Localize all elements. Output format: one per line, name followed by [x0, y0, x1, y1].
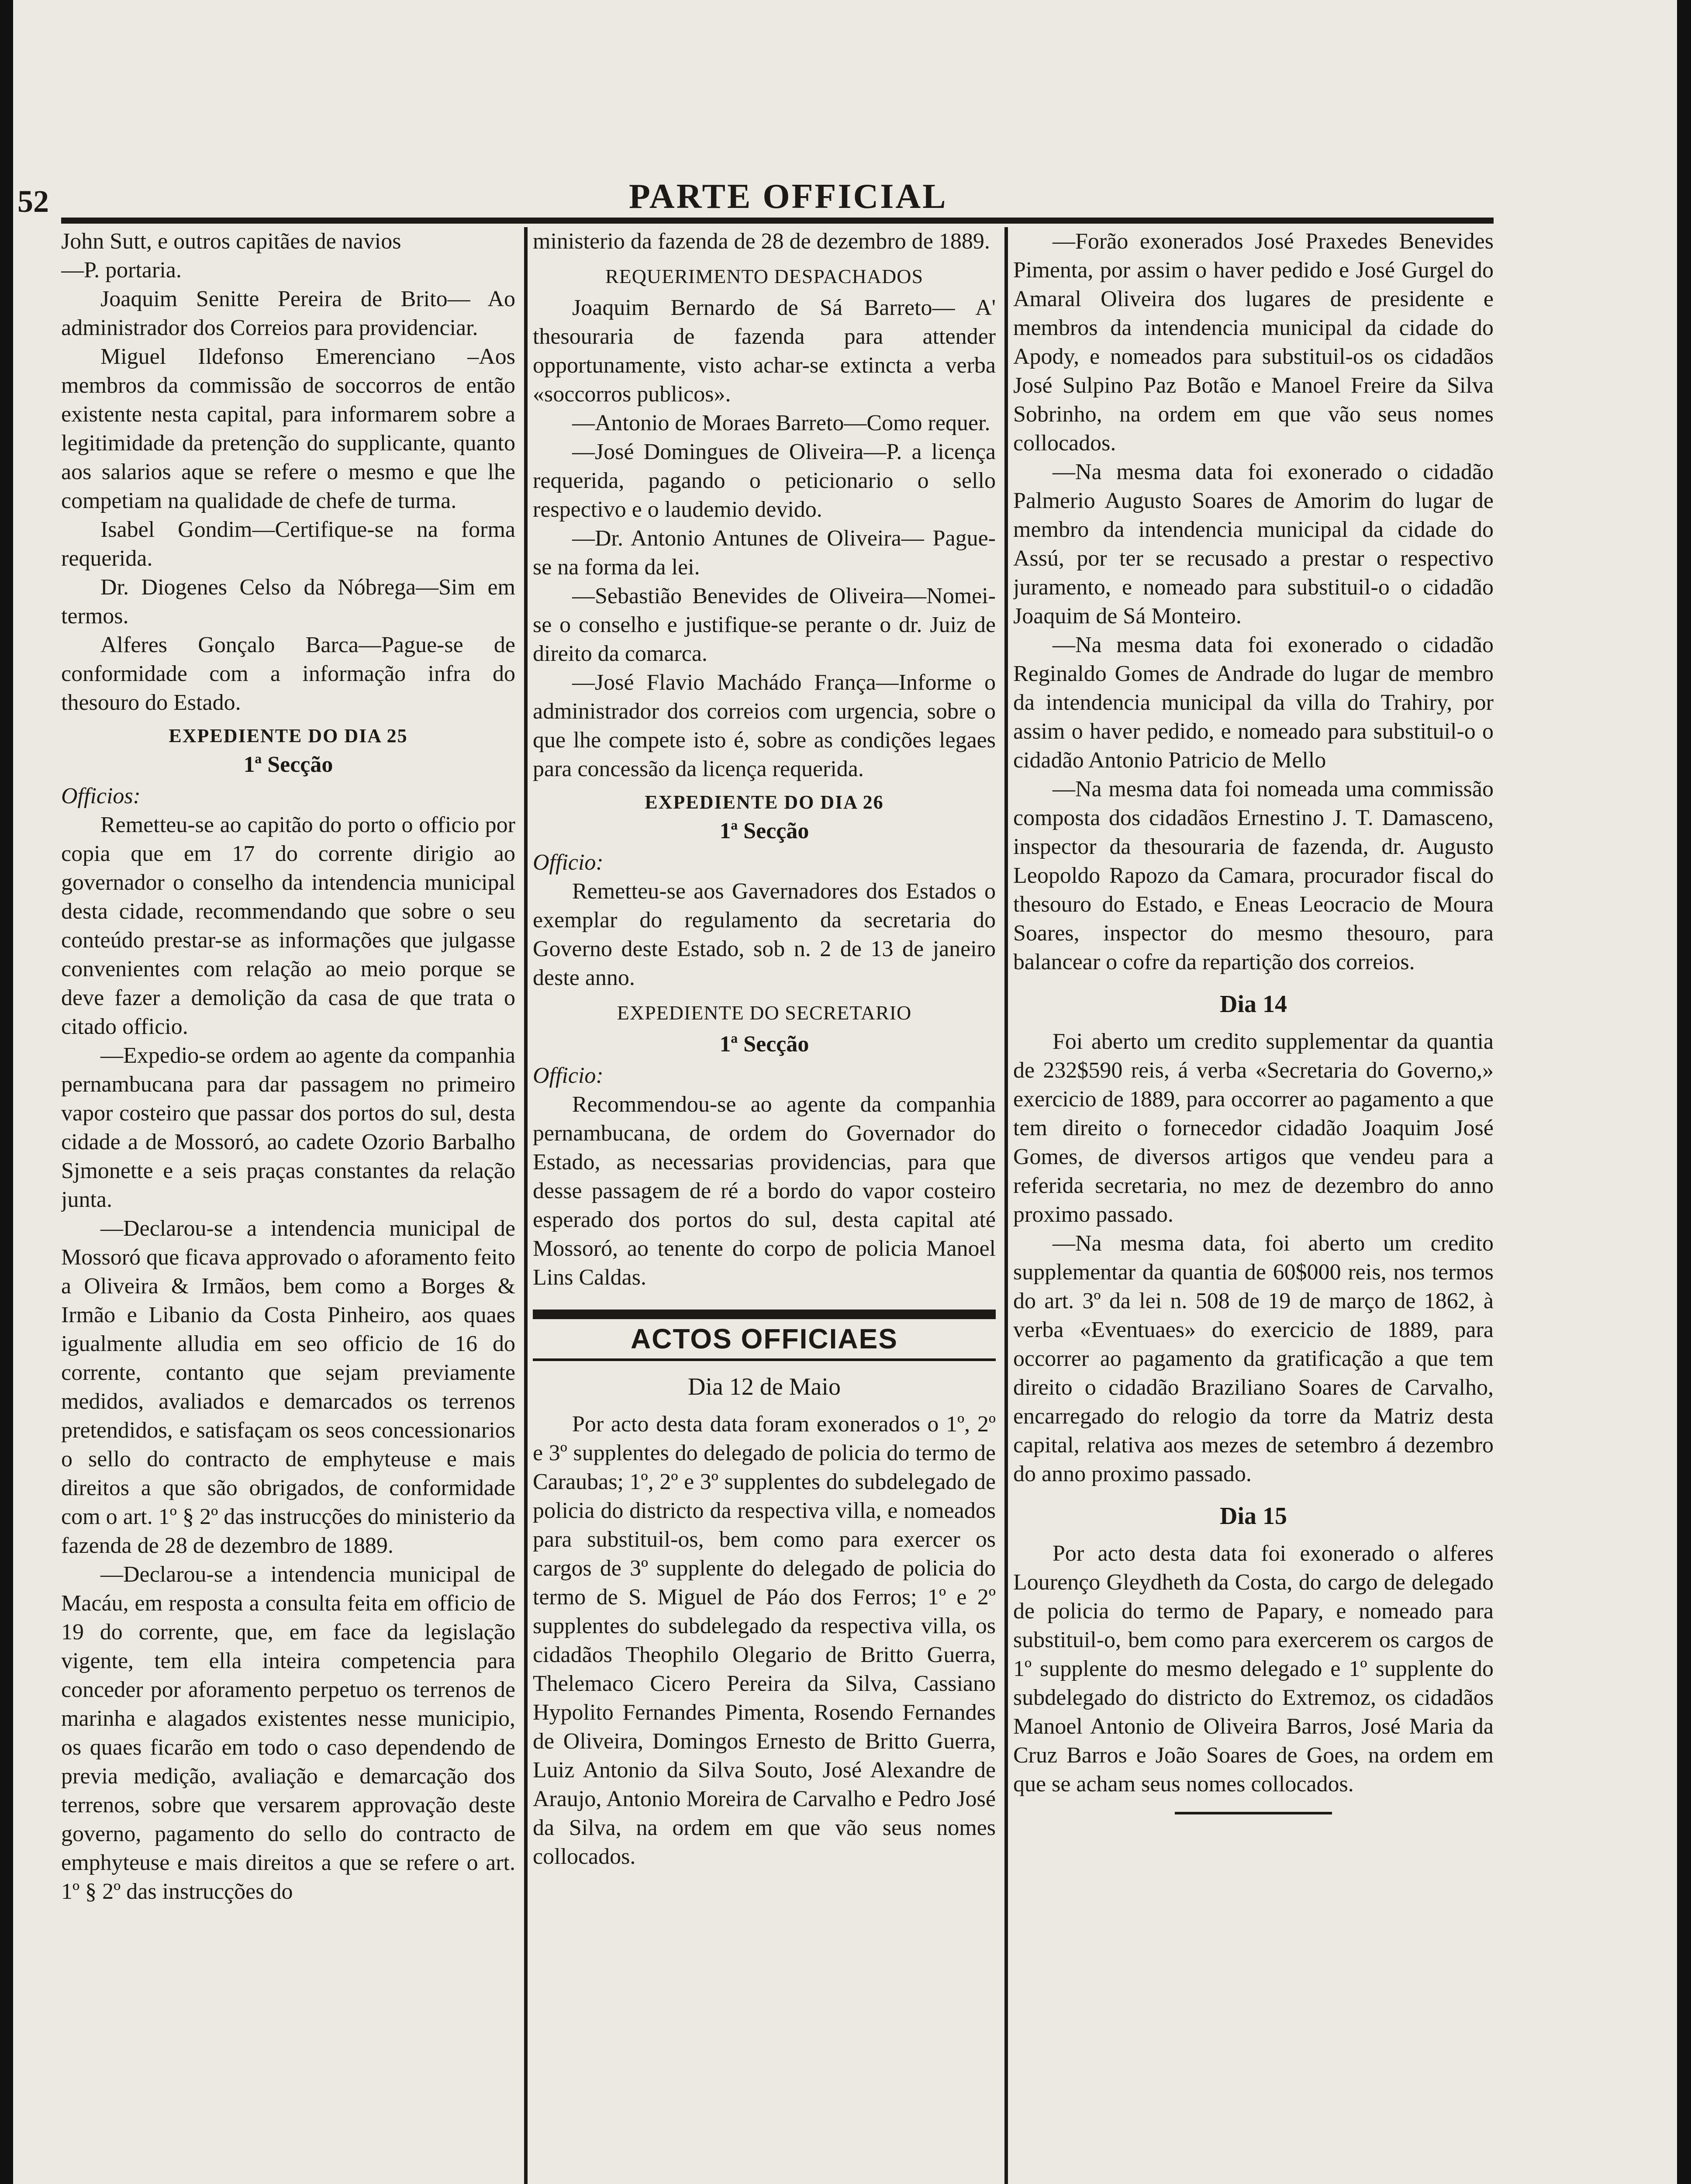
paragraph: —Expedio-se ordem ao agente da companhia pernambucana para dar passagem no primeiro vapor costeiro que passar dos portos do sul, desta cidade a de Mossoró, ao cadete Ozorio Barbalho Sjmonette e a seis praças constantes da relação junta.: [61, 1043, 515, 1212]
expediente-heading: EXPEDIENTE DO DIA 25: [169, 725, 408, 746]
expediente-secretario-heading: EXPEDIENTE DO SECRETARIO: [617, 1002, 912, 1024]
header-rule: [61, 218, 1494, 224]
seccao-heading: 1ª Secção: [719, 1032, 809, 1057]
officio-label: Officio:: [533, 850, 604, 875]
requerimentos-heading: REQUERIMENTO DESPACHADOS: [605, 265, 924, 287]
paragraph: —José Domingues de Oliveira—P. a licença requerida, pagando o peticionario o sello respectivo e o laudemio devido.: [533, 439, 996, 522]
paragraph: Por acto desta data foram exonerados o 1º, 2º e 3º supplentes do delegado de policia do termo de Caraubas; 1º, 2º e 3º supplentes do subdelegado de policia do districto da respectiva villa, e nomeados para substituil-os, bem como para exercer os cargos de 3º supplente do delegado de policia do termo de S. Miguel de Páo dos Ferros; 1º e 2º supplentes do subdelegado da respectiva villa, os cidadãos Theophilo Olegario de Britto Guerra, Thelemaco Cicero Pereira da Silva, Cassiano Hypolito Fernandes Pimenta, Rosendo Fernandes de Oliveira, Domingos Ernesto de Britto Guerra, Luiz Antonio da Silva Souto, José Alexandre de Araujo, Antonio Moreira de Carvalho e Pedro José da Silva, na ordem em que vão seus nomes collocados.: [533, 1412, 996, 1869]
column-rule-1: [524, 227, 528, 2184]
paragraph: Miguel Ildefonso Emerenciano –Aos membros da commissão de soccorros de então existente nesta capital, para informarem sobre a legitimidade da pretenção do supplicante, quanto aos salarios aque se refere o mesmo e que lhe competiam na qualidade de chefe de turma.: [61, 344, 515, 513]
page-number: 52: [17, 184, 49, 219]
paragraph: Isabel Gondim—Certifique-se na forma requerida.: [61, 517, 515, 571]
paragraph: Foi aberto um credito supplementar da quantia de 232$590 reis, á verba «Secretaria do Governo,» exercicio de 1889, para occorrer ao pagamento a que tem direito o fornecedor cidadão Joaquim José Gomes, de diversos artigos que vendeu para a referida secretaria, no mez de dezembro do anno proximo passado.: [1013, 1029, 1494, 1227]
paragraph: —Declarou-se a intendencia municipal de Mossoró que ficava approvado o aforamento feito a Oliveira & Irmãos, bem como a Borges & Irmão e Libanio da Costa Pinheiro, aos quaes igualmente alludia em seo officio de 16 do corrente, contanto que sejam previamente medidos, avaliados e demarcados os terrenos pretendidos, e satisfaçam os seos concessionarios o sello do contracto de emphyteuse e mais direitos a que são obrigados, de conformidade com o art. 1º § 2º das instrucções do ministerio da fazenda de 28 de dezembro de 1889.: [61, 1216, 515, 1558]
paragraph: John Sutt, e outros capitães de navios: [61, 229, 401, 254]
scan-edge-right: [1677, 0, 1691, 2184]
scan-edge-left: [0, 0, 13, 2184]
paragraph: Remetteu-se aos Gavernadores dos Estados o exemplar do regulamento da secretaria do Governo deste Estado, sob n. 2 de 13 de janeiro deste anno.: [533, 879, 996, 990]
date-heading: Dia 15: [1220, 1503, 1287, 1530]
paragraph: —Na mesma data foi nomeada uma commissão composta dos cidadãos Ernestino J. T. Damasceno, inspector da thesouraria de fazenda, dr. Augusto Leopoldo Rapozo da Camara, procurador fiscal do thesouro do Estado, e Eneas Leocracio de Moura Soares, inspector do mesmo thesouro, para balancear o cofre da repartição dos correios.: [1013, 777, 1494, 975]
officio-label: Officio:: [533, 1063, 604, 1088]
seccao-heading: 1ª Secção: [719, 819, 809, 843]
paragraph: —Na mesma data foi exonerado o cidadão Palmerio Augusto Soares de Amorim do lugar de membro da intendencia municipal da cidade do Assú, por ter se recusado a prestar o respectivo juramento, e nomeado para substituil-o o cidadão Joaquim de Sá Monteiro.: [1013, 460, 1494, 629]
date-heading: Dia 14: [1220, 991, 1287, 1018]
column-1: [61, 227, 515, 2184]
officios-label: Officios:: [61, 784, 141, 809]
paragraph: —P. portaria.: [61, 258, 182, 283]
section-title: ACTOS OFFICIAES: [631, 1323, 898, 1355]
paragraph: —Forão exonerados José Praxedes Benevides Pimenta, por assim o haver pedido e José Gurgel do Amaral Oliveira dos lugares de presidente e membros da intendencia municipal da cidade do Apody, e nomeados para substituil-os os cidadãos José Sulpino Paz Botão e Manoel Freire da Silva Sobrinho, na ordem em que vão seus nomes collocados.: [1013, 229, 1494, 456]
end-rule: [1175, 1812, 1332, 1814]
seccao-heading: 1ª Secção: [243, 752, 333, 777]
column-2: [533, 227, 996, 2184]
column-rule-2: [1004, 227, 1008, 2184]
banner-rule-bottom: [533, 1358, 996, 1361]
paragraph: Remetteu-se ao capitão do porto o officio por copia que em 17 do corrente dirigio ao governador o conselho da intendencia municipal desta cidade, recommendando que sobre o seu conteúdo prestar-se as informações que julgasse convenientes com relação ao meio porque se deve fazer a demolição da casa de que trata o citado officio.: [61, 812, 515, 1039]
paragraph: Dr. Diogenes Celso da Nóbrega—Sim em termos.: [61, 575, 515, 629]
paragraph: —Antonio de Moraes Barreto—Como requer.: [572, 411, 990, 435]
paragraph: —Dr. Antonio Antunes de Oliveira— Pague-se na forma da lei.: [533, 526, 996, 580]
paragraph: —José Flavio Machádo França—Informe o administrador dos correios com urgencia, sobre o que lhe compete isto é, sobre as condições legaes para concessão da licença requerida.: [533, 670, 996, 781]
actos-officiaes-banner: [533, 1310, 996, 1361]
expediente-heading: EXPEDIENTE DO DIA 26: [645, 791, 884, 813]
paragraph: Alferes Gonçalo Barca—Pague-se de conformidade com a informação infra do thesouro do Estado.: [61, 632, 515, 715]
paragraph: Joaquim Bernardo de Sá Barreto— A' thesouraria de fazenda para attender opportunamente, visto achar-se extincta a verba «soccorros publicos».: [533, 295, 996, 407]
banner-rule-top: [533, 1310, 996, 1319]
paragraph: Recommendou-se ao agente da companhia pernambucana, de ordem do Governador do Estado, as necessarias providencias, para que desse passagem de ré a bordo do vapor costeiro esperado dos portos do sul, desta capital até Mossoró, ao tenente do corpo de policia Manoel Lins Caldas.: [533, 1092, 996, 1290]
paragraph: Joaquim Senitte Pereira de Brito— Ao administrador dos Correios para providenciar.: [61, 287, 515, 340]
paragraph: —Na mesma data foi exonerado o cidadão Reginaldo Gomes de Andrade do lugar de membro da intendencia municipal da villa do Trahiry, por assim o haver pedido, e nomeado para substituil-o o cidadão Antonio Patricio de Mello: [1013, 632, 1494, 773]
paragraph: Por acto desta data foi exonerado o alferes Lourenço Gleydheth da Costa, do cargo de delegado de policia do termo de Papary, e nomeado para substituil-o, bem como para exercerem os cargos de 1º supplente do mesmo delegado e 1º supplente do subdelegado do districto do Extremoz, os cidadãos Manoel Antonio de Oliveira Barros, José Maria da Cruz Barros e João Soares de Goes, na ordem em que se acham seus nomes collocados.: [1013, 1541, 1494, 1797]
column-3: [1013, 227, 1494, 2184]
paragraph: —Sebastião Benevides de Oliveira—Nomei-se o conselho e justifique-se perante o dr. Juiz de direito da comarca.: [533, 584, 996, 666]
paragraph: —Declarou-se a intendencia municipal de Macáu, em resposta a consulta feita em officio de 19 do corrente, que, em face da legislação vigente, tem ella inteira competencia para conceder por aforamento perpetuo os terrenos de marinha e alagados existentes nesse municipio, os quaes ficarão em todo o caso dependendo de previa medição, avaliação e demarcação dos terrenos, sobre que versarem approvação deste governo, pagamento do sello do contracto de emphyteuse e mais direitos a que se refere o art. 1º § 2º das instrucções do: [61, 1562, 515, 1904]
paragraph: —Na mesma data, foi aberto um credito supplementar da quantia de 60$000 reis, nos termos do art. 3º da lei n. 508 de 19 de março de 1862, à verba «Eventuaes» do exercicio de 1889, para occorrer ao pagamento da gratificação a que tem direito o cidadão Braziliano Soares de Carvalho, encarregado do relogio da torre da Matriz desta capital, relativa aos mezes de setembro á dezembro do anno proximo passado.: [1013, 1231, 1494, 1486]
paragraph: ministerio da fazenda de 28 de dezembro de 1889.: [533, 229, 990, 254]
date-heading: Dia 12 de Maio: [688, 1373, 841, 1400]
running-head-title: PARTE OFFICIAL: [629, 177, 948, 216]
